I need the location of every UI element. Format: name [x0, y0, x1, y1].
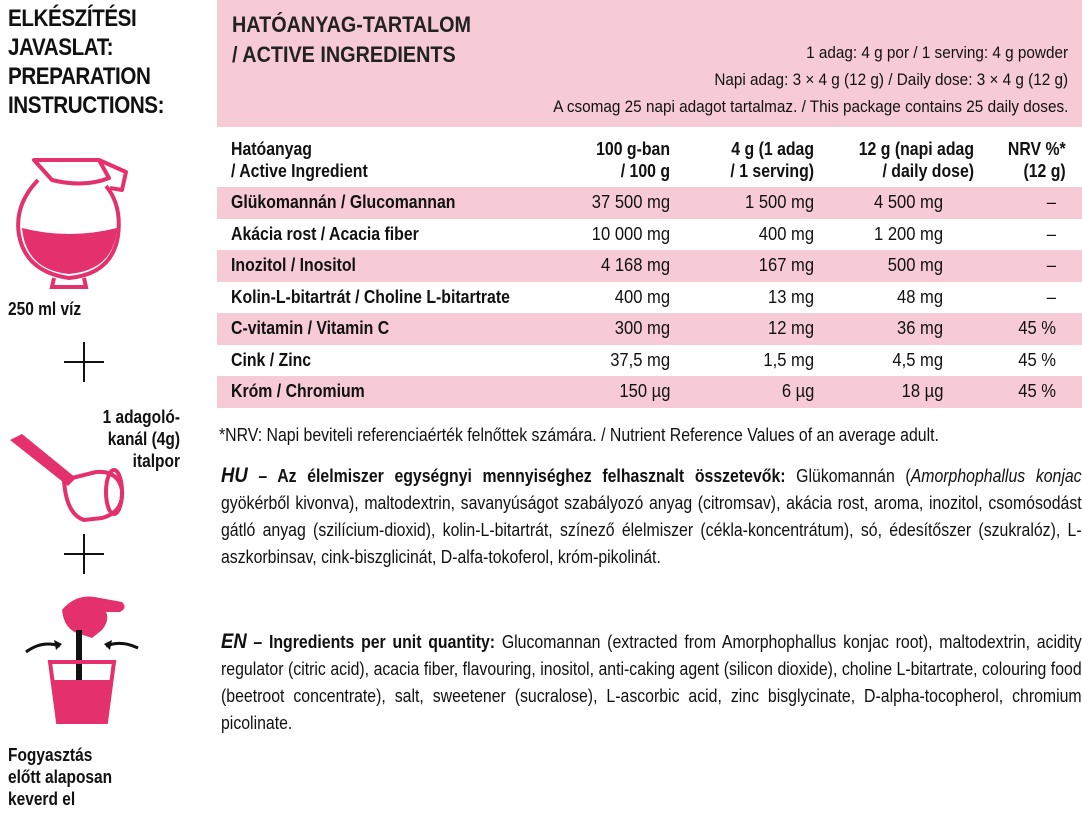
ingredient-name: C-vitamin / Vitamin C — [231, 318, 390, 338]
title-line: INSTRUCTIONS: — [8, 92, 165, 119]
value-daily: 18 µg — [901, 381, 943, 401]
ingredient-name: Inozitol / Inositol — [231, 255, 356, 275]
daily-dose-info: Napi adag: 3 × 4 g (12 g) / Daily dose: 3 × 4 g (12 g) — [714, 70, 1068, 89]
value-serving: 13 mg — [767, 286, 814, 307]
en-text: Glucomannan (extracted from Amorphophallus konjac root), maltodextrin, acidity regulator (citric acid), acacia fiber, flavouring, inositol, anti-caking agent (silicon dioxide), choline L-bitartrate, colouring food (beetroot concentrate), salt, sweetener (sucralose), L-ascorbic acid, zinc bisglycinate, D-alpha-tocopherol, chromium picolinate. — [221, 632, 1082, 733]
ingredients-table — [217, 132, 1082, 408]
ingredient-name: Króm / Chromium — [231, 381, 365, 401]
ingredient-name: Glükomannán / Glucomannan — [231, 192, 456, 212]
value-daily: 500 mg — [887, 255, 943, 275]
hu-ingredients — [221, 462, 1082, 571]
value-serving: 1,5 mg — [763, 349, 814, 370]
scoop-icon — [6, 430, 146, 525]
value-daily: 4 500 mg — [873, 192, 943, 212]
table-row — [217, 219, 1082, 251]
value-100g: 4 168 mg — [600, 255, 670, 275]
value-nrv: – — [1046, 223, 1056, 244]
value-serving: 1 500 mg — [744, 192, 814, 212]
table-row — [217, 250, 1082, 282]
value-100g: 150 µg — [619, 381, 670, 401]
value-daily: 48 mg — [896, 286, 943, 307]
value-100g: 37,5 mg — [610, 349, 670, 370]
en-tag: EN — [221, 630, 247, 653]
hu-text-a: Glükomannán ( — [796, 466, 911, 486]
ingredient-name: Cink / Zinc — [231, 349, 312, 370]
value-serving: 167 mg — [758, 255, 814, 275]
title-line: PREPARATION — [8, 63, 151, 90]
step1-label: 250 ml víz — [8, 299, 82, 319]
table-row — [217, 187, 1082, 219]
plus-icon — [64, 534, 104, 574]
value-100g: 400 mg — [614, 286, 670, 307]
ingredient-name: Akácia rost / Acacia fiber — [231, 223, 419, 244]
col-header-ingredient: Hatóanyag / Active Ingredient — [231, 139, 368, 181]
serving-info: 1 adag: 4 g por / 1 serving: 4 g powder — [806, 43, 1068, 62]
title-line: ELKÉSZÍTÉSI — [8, 5, 137, 32]
value-nrv: 45 % — [1018, 349, 1056, 370]
hu-heading: – Az élelmiszer egységnyi mennyiséghez felhasznalt összetevők: — [258, 466, 786, 486]
table-header-row — [217, 132, 1082, 187]
preparation-title — [8, 4, 190, 120]
hu-text-italic: Amorphophallus konjac — [910, 466, 1082, 486]
hu-text-b: gyökérből kivonva), maltodextrin, savanyúságot szabályozó anyag (citromsav), akácia rost, aroma, inozitol, csomósodást gátló anyag (szilícium-dioxid), kolin-L-bitartrát, színező élelmiszer (cékla-koncentrátum), só, édesítőszer (szukralóz), L-aszkorbinsav, cink-biszglicinát, D-alfa-tokoferol, króm-pikolinát. — [221, 493, 1082, 567]
plus-icon — [64, 342, 104, 382]
ingredient-name: Kolin-L-bitartrát / Choline L-bitartrate — [231, 286, 510, 307]
table-row — [217, 313, 1082, 345]
preparation-panel — [0, 0, 205, 818]
header-title: HATÓANYAG-TARTALOM / ACTIVE INGREDIENTS — [232, 12, 472, 67]
value-serving: 6 µg — [781, 381, 814, 401]
table-row — [217, 345, 1082, 377]
col-header-daily: 12 g (napi adag / daily dose) — [858, 139, 974, 181]
value-serving: 12 mg — [767, 318, 814, 338]
col-header-nrv: NRV %* (12 g) — [1008, 139, 1066, 181]
value-100g: 10 000 mg — [591, 223, 670, 244]
step3-label: Fogyasztás előtt alaposan keverd el — [8, 745, 113, 809]
col-header-serving: 4 g (1 adag / 1 serving) — [730, 139, 814, 181]
value-nrv: – — [1046, 255, 1056, 275]
table-row — [217, 282, 1082, 314]
step2-label: 1 adagoló- kanál (4g) italpor — [102, 407, 180, 471]
stirring-cup-icon — [22, 590, 142, 725]
package-info: A csomag 25 napi adagot tartalmaz. / This package contains 25 daily doses. — [552, 97, 1068, 116]
col-header-100g: 100 g-ban / 100 g — [596, 139, 670, 181]
value-100g: 37 500 mg — [591, 192, 670, 212]
en-ingredients — [221, 628, 1082, 737]
value-daily: 4,5 mg — [892, 349, 943, 370]
value-nrv: 45 % — [1018, 381, 1056, 401]
value-daily: 36 mg — [896, 318, 943, 338]
value-daily: 1 200 mg — [873, 223, 943, 244]
value-100g: 300 mg — [614, 318, 670, 338]
value-serving: 400 mg — [758, 223, 814, 244]
value-nrv: – — [1046, 286, 1056, 307]
title-line: JAVASLAT: — [8, 34, 114, 61]
water-jug-icon — [14, 150, 134, 290]
table-row — [217, 376, 1082, 408]
en-heading: – Ingredients per unit quantity: — [253, 632, 496, 652]
value-nrv: – — [1046, 192, 1056, 212]
value-nrv: 45 % — [1018, 318, 1056, 338]
hu-tag: HU — [221, 464, 248, 487]
ingredients-header — [217, 0, 1082, 127]
nrv-footnote: *NRV: Napi beviteli referenciaérték felnőttek számára. / Nutrient Reference Values of an average adult. — [219, 425, 939, 445]
